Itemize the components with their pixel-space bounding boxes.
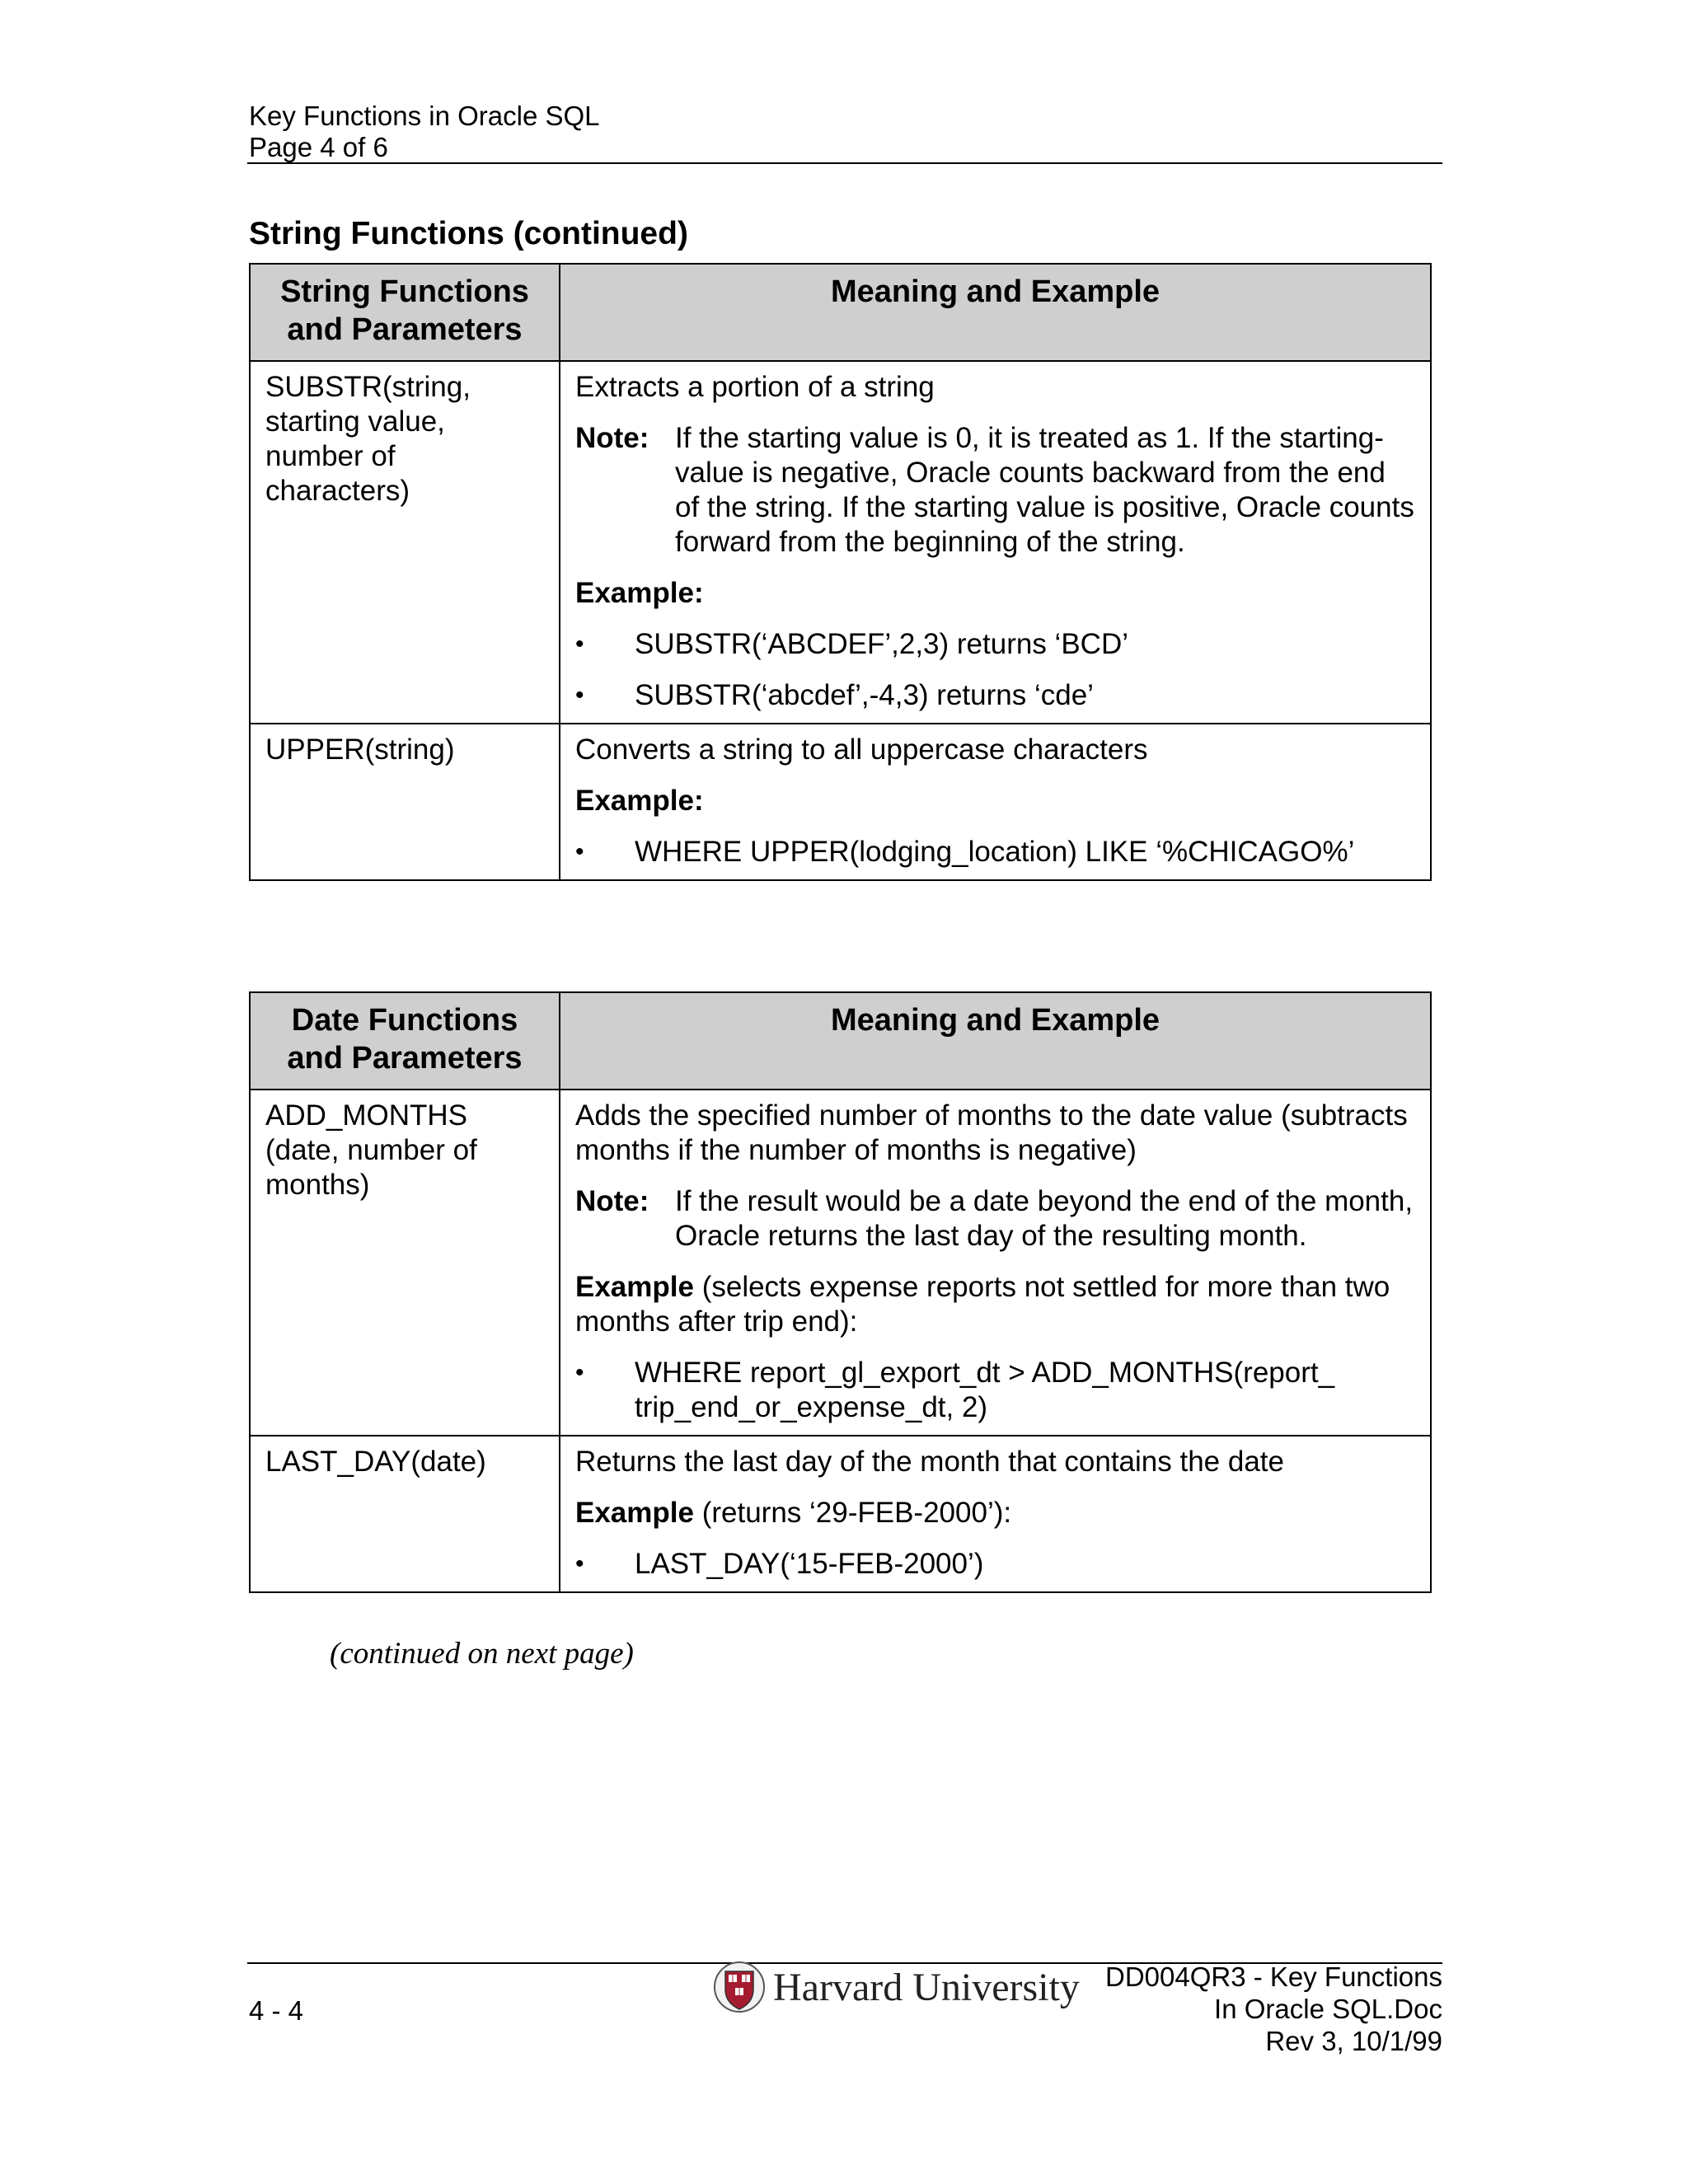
example-intro: [575, 1270, 1415, 1339]
note-label: Note:: [575, 422, 649, 454]
page-header: [249, 101, 600, 163]
list-item: [575, 1356, 1415, 1425]
column-header-meaning: Meaning and Example: [560, 264, 1431, 361]
function-meaning: [560, 361, 1431, 724]
description: Returns the last day of the month that contains the date: [575, 1446, 1284, 1478]
example-text: LAST_DAY(‘15-FEB-2000’): [635, 1548, 984, 1580]
note-text: If the starting value is 0, it is treated as 1. If the starting-value is negative, Oracle counts backward from the end of the string. If the starting value is positive, Oracle counts forward from the beginning of the string.: [675, 422, 1414, 558]
note-label: Note:: [575, 1185, 649, 1217]
university-name: Harvard University: [773, 1965, 1080, 2009]
continued-note: (continued on next page): [330, 1637, 634, 1671]
table-row: [250, 361, 1431, 724]
table-row: [250, 724, 1431, 880]
function-meaning: [560, 724, 1431, 880]
list-item: [575, 1547, 1415, 1582]
note: [575, 421, 1415, 560]
table-row: [250, 1436, 1431, 1592]
table-header-row: [250, 992, 1431, 1090]
doc-name-line2: In Oracle SQL.Doc: [1214, 1994, 1442, 2024]
header-rule: [247, 162, 1442, 164]
header-page-number: Page 4 of 6: [249, 132, 388, 162]
example-text: WHERE UPPER(lodging_location) LIKE ‘%CHICAGO%’: [635, 836, 1355, 868]
description: Converts a string to all uppercase characters: [575, 733, 1148, 766]
example-text: SUBSTR(‘ABCDEF’,2,3) returns ‘BCD’: [635, 628, 1128, 660]
doc-revision: Rev 3, 10/1/99: [1265, 2026, 1442, 2056]
footer-document-info: [1105, 1961, 1442, 2057]
example-text: SUBSTR(‘abcdef’,-4,3) returns ‘cde’: [635, 679, 1094, 711]
table-header-row: [250, 264, 1431, 361]
list-item: [575, 678, 1415, 713]
section-title: String Functions (continued): [249, 216, 688, 251]
column-header-functions: Date Functions and Parameters: [250, 992, 560, 1090]
table-row: [250, 1090, 1431, 1436]
bullet-icon: •: [575, 838, 584, 865]
bullet-icon: •: [575, 630, 584, 658]
bullet-icon: •: [575, 1359, 584, 1386]
example-intro: [575, 1496, 1415, 1530]
function-meaning: [560, 1090, 1431, 1436]
harvard-shield-icon: [714, 1960, 765, 2014]
example-label: Example: [575, 1497, 694, 1529]
header-title: Key Functions in Oracle SQL: [249, 101, 600, 131]
list-item: [575, 627, 1415, 662]
list-item: [575, 835, 1415, 869]
harvard-logo: [714, 1960, 1080, 2014]
example-label: Example: [575, 1271, 694, 1303]
doc-name-line1: DD004QR3 - Key Functions: [1104, 1961, 1442, 1992]
function-name: ADD_MONTHS (date, number of months): [250, 1090, 560, 1436]
example-label: Example:: [575, 785, 704, 817]
column-header-meaning: Meaning and Example: [560, 992, 1431, 1090]
example-caption: (returns ‘29-FEB-2000’):: [693, 1497, 1012, 1529]
function-name: LAST_DAY(date): [250, 1436, 560, 1592]
string-functions-table: [249, 263, 1432, 881]
function-name: SUBSTR(string, starting value, number of characters): [250, 361, 560, 724]
example-caption: (selects expense reports not settled for more than two months after trip end):: [575, 1271, 1390, 1338]
bullet-icon: •: [575, 682, 584, 709]
footer-page-number: 4 - 4: [249, 1995, 304, 2026]
example-label: Example:: [575, 577, 704, 609]
column-header-functions: String Functions and Parameters: [250, 264, 560, 361]
note: [575, 1184, 1415, 1254]
function-meaning: [560, 1436, 1431, 1592]
date-functions-table: [249, 991, 1432, 1593]
note-text: If the result would be a date beyond the end of the month, Oracle returns the last day of the resulting month.: [675, 1185, 1414, 1252]
bullet-icon: •: [575, 1550, 584, 1577]
example-text: WHERE report_gl_export_dt > ADD_MONTHS(report_ trip_end_or_expense_dt, 2): [635, 1357, 1335, 1423]
function-name: UPPER(string): [250, 724, 560, 880]
description: Extracts a portion of a string: [575, 371, 935, 403]
description: Adds the specified number of months to the date value (subtracts months if the number of months is negative): [575, 1099, 1408, 1166]
